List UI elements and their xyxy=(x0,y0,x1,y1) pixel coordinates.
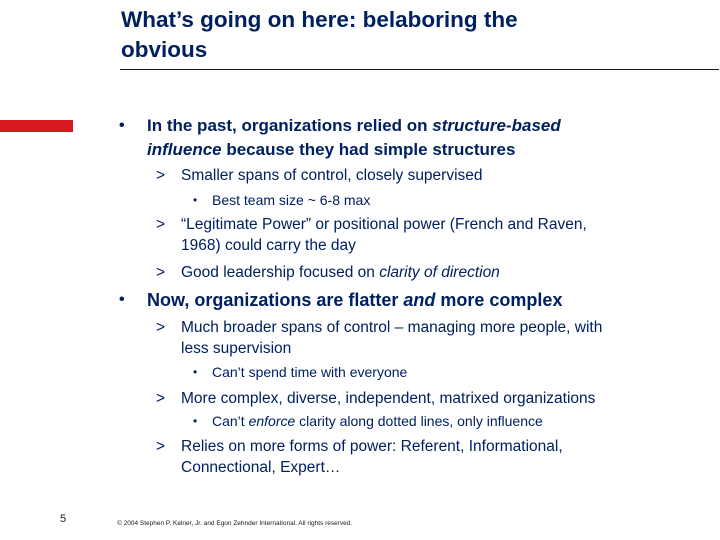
slide-title xyxy=(121,5,681,65)
sub-5-text: More complex, diverse, independent, matrixed organizations xyxy=(181,390,596,407)
title-line-2: obvious xyxy=(121,37,208,62)
bullet-2-prefix: Now, organizations are flatter xyxy=(147,290,404,310)
sub-3-prefix: Good leadership focused on xyxy=(181,264,380,281)
bullet-1-line-1 xyxy=(147,115,561,137)
subsub-3-suffix: clarity along dotted lines, only influence xyxy=(295,413,543,429)
bullet-2-text xyxy=(147,289,562,311)
subsub-3-marker: • xyxy=(193,414,198,428)
sub-3-text xyxy=(181,262,500,283)
slide-number: 5 xyxy=(60,513,67,525)
sub-4-marker: > xyxy=(156,319,166,336)
sub-6-line-2: Connectional, Expert… xyxy=(181,459,341,476)
bullet-2-marker: • xyxy=(119,291,125,308)
sub-4-line-1: Much broader spans of control – managing more people, with xyxy=(181,319,603,336)
title-line-1: What’s going on here: belaboring the xyxy=(121,7,518,32)
subsub-3-prefix: Can’t xyxy=(212,413,249,429)
sub-1-text: Smaller spans of control, closely supervised xyxy=(181,167,483,184)
subsub-2-text: Can’t spend time with everyone xyxy=(212,364,408,380)
red-accent-bar xyxy=(0,120,73,132)
sub-2-marker: > xyxy=(156,216,166,233)
bullet-1-line-2 xyxy=(147,139,515,161)
subsub-2-marker: • xyxy=(193,365,198,379)
sub-3-italic: clarity of direction xyxy=(379,264,500,281)
sub-5-marker: > xyxy=(156,390,166,407)
sub-2-line-1: “Legitimate Power” or positional power (French and Raven, xyxy=(181,216,587,233)
sub-2-line-2: 1968) could carry the day xyxy=(181,237,356,254)
bullet-1-text-suffix: because they had simple structures xyxy=(221,140,516,159)
bullet-1-italic-1: structure-based xyxy=(432,116,561,135)
sub-3-marker: > xyxy=(156,264,166,281)
subsub-1-text: Best team size ~ 6-8 max xyxy=(212,192,371,208)
subsub-3-italic: enforce xyxy=(248,413,296,429)
bullet-2-italic: and xyxy=(403,290,436,310)
subsub-1-marker: • xyxy=(193,193,198,207)
title-underline xyxy=(120,69,719,70)
copyright-notice: © 2004 Stephen P. Kelner, Jr. and Egon Zehnder International. All rights reserved. xyxy=(117,520,353,527)
sub-6-marker: > xyxy=(156,438,166,455)
bullet-1-italic-2: influence xyxy=(147,140,222,159)
bullet-2-suffix: more complex xyxy=(435,290,563,310)
sub-4-line-2: less supervision xyxy=(181,340,292,357)
subsub-3-text xyxy=(212,412,543,430)
bullet-1-marker: • xyxy=(119,117,125,134)
sub-1-marker: > xyxy=(156,167,166,184)
sub-6-line-1: Relies on more forms of power: Referent, Informational, xyxy=(181,438,563,455)
bullet-1-text-prefix: In the past, organizations relied on xyxy=(147,116,433,135)
